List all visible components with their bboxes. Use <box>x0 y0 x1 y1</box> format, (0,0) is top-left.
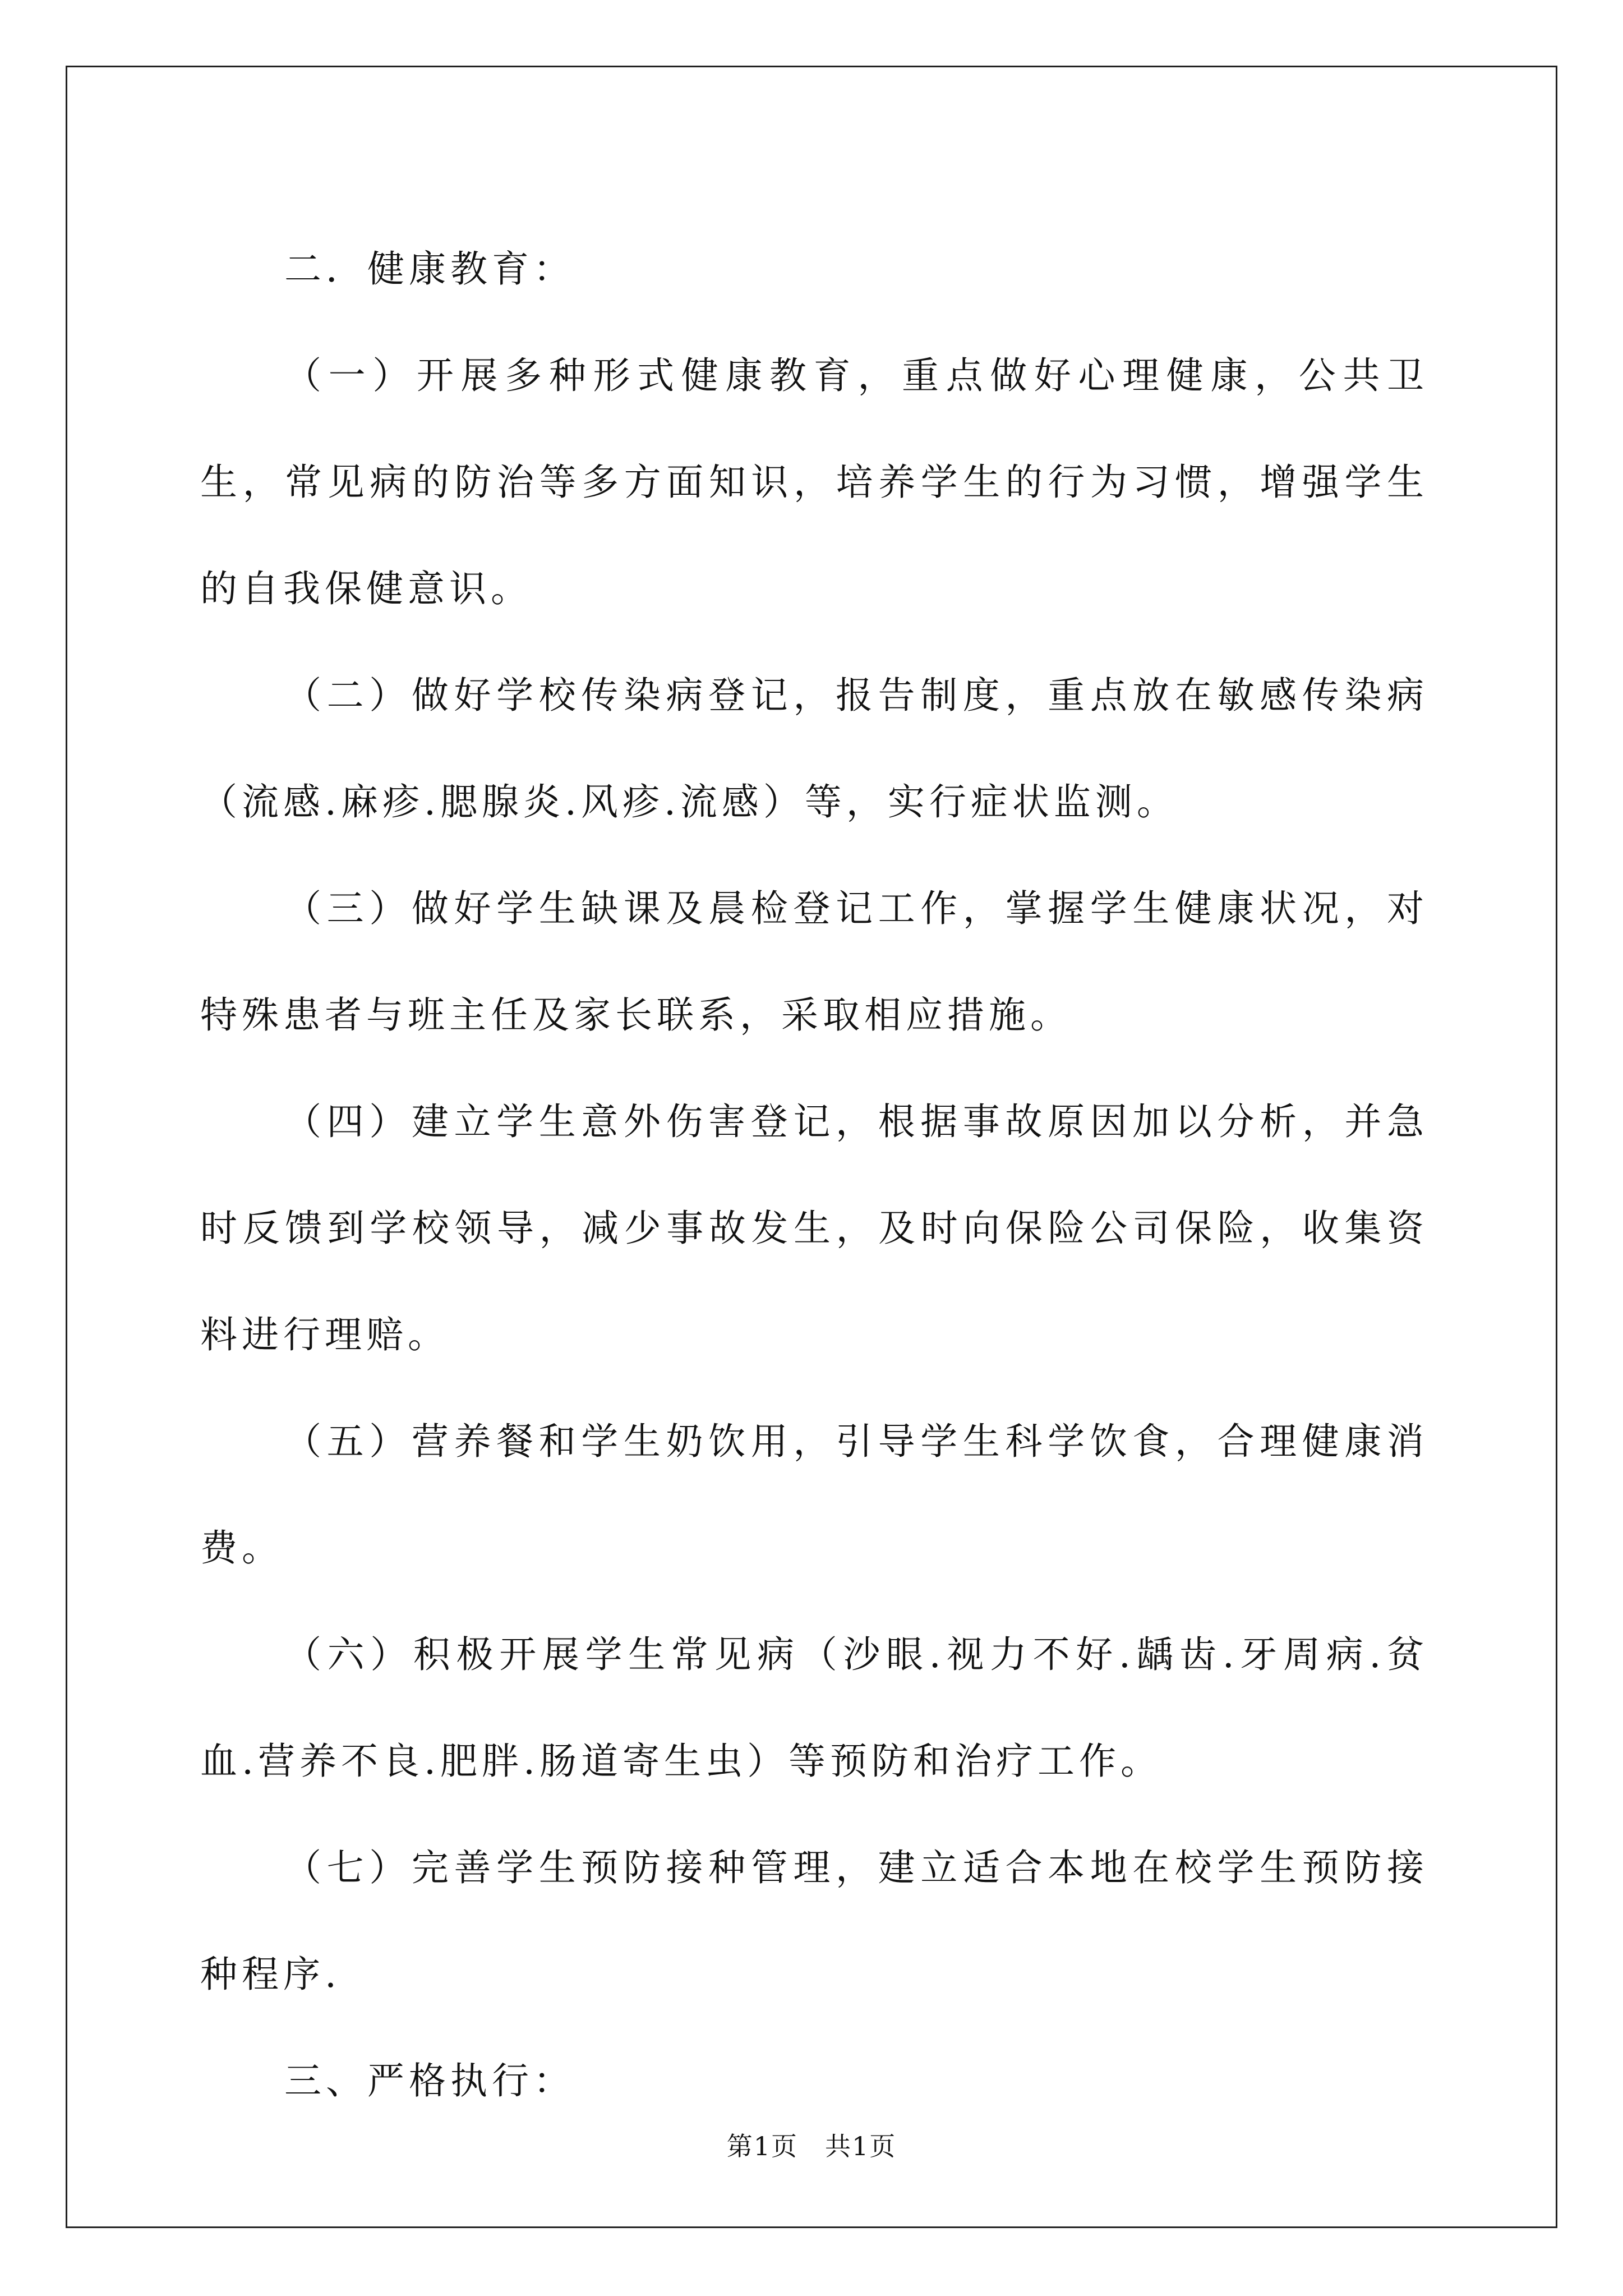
document-body <box>200 216 1428 2134</box>
paragraph-6: （六）积极开展学生常见病（沙眼.视力不好.龋齿.牙周病.贫血.营养不良.肥胖.肠道寄生虫）等预防和治疗工作。 <box>200 1633 1428 1783</box>
paragraph-7: （七）完善学生预防接种管理，建立适合本地在校学生预防接种程序. <box>200 1846 1428 1996</box>
section-heading-health-education: 二．健康教育： <box>284 247 575 291</box>
paragraph-5: （五）营养餐和学生奶饮用，引导学生科学饮食，合理健康消费。 <box>200 1420 1428 1570</box>
paragraph-2: （二）做好学校传染病登记，报告制度，重点放在敏感传染病（流感.麻疹.腮腺炎.风疹.流感）等，实行症状监测。 <box>200 674 1428 823</box>
page-footer: 第1页 共1页 <box>726 2131 897 2161</box>
section-heading-strict-execution: 三、严格执行： <box>284 2059 575 2102</box>
paragraph-3: （三）做好学生缺课及晨检登记工作，掌握学生健康状况，对特殊患者与班主任及家长联系，采取相应措施。 <box>200 887 1428 1037</box>
paragraph-4: （四）建立学生意外伤害登记，根据事故原因加以分析，并急时反馈到学校领导，减少事故发生，及时向保险公司保险，收集资料进行理赔。 <box>200 1100 1428 1356</box>
paragraph-1: （一）开展多种形式健康教育，重点做好心理健康，公共卫生，常见病的防治等多方面知识，培养学生的行为习惯，增强学生的自我保健意识。 <box>200 354 1428 610</box>
